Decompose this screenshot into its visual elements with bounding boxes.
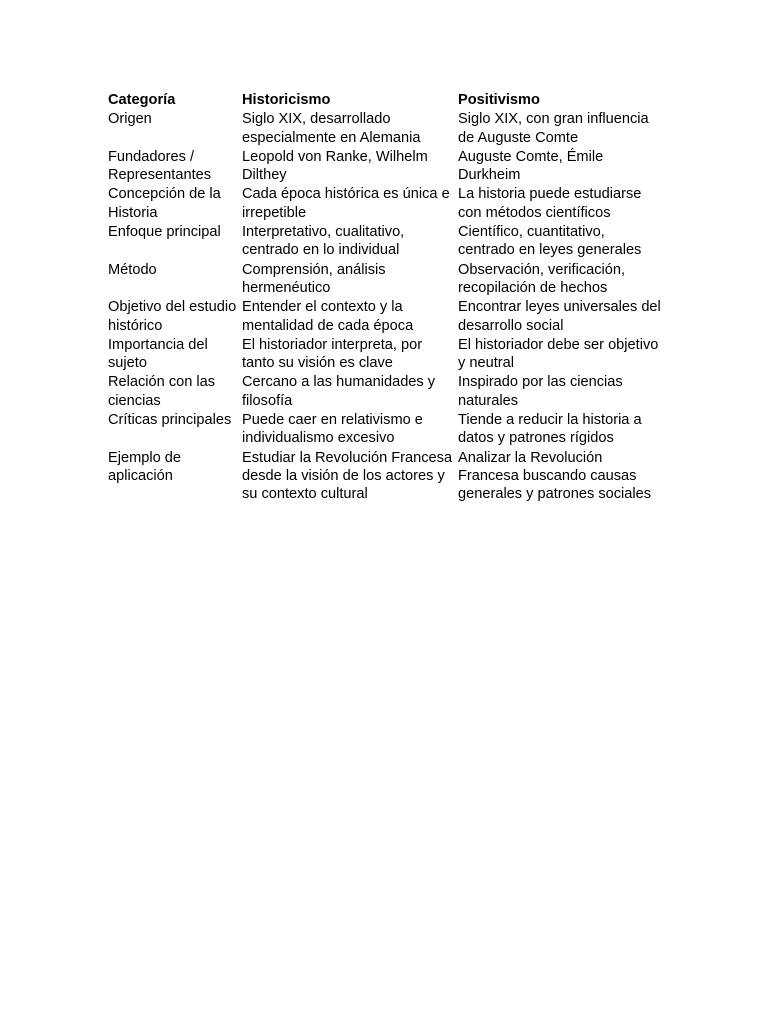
table-row bbox=[106, 223, 662, 261]
table-row bbox=[106, 298, 662, 336]
table-row bbox=[106, 185, 662, 223]
table-row bbox=[106, 373, 662, 411]
row-positivismo: Científico, cuantitativo, centrado en leyes generales bbox=[458, 224, 642, 259]
row-historicismo: El historiador interpreta, por tanto su visión es clave bbox=[242, 336, 423, 372]
row-historicismo: Comprensión, análisis hermenéutico bbox=[242, 261, 386, 296]
row-historicismo: Interpretativo, cualitativo, centrado en lo individual bbox=[242, 224, 405, 259]
row-category: Importancia del sujeto bbox=[108, 336, 208, 372]
row-positivismo: Inspirado por las ciencias naturales bbox=[458, 374, 623, 409]
row-positivismo: La historia puede estudiarse con métodos científicos bbox=[458, 186, 642, 221]
row-category: Relación con las ciencias bbox=[108, 374, 216, 409]
row-positivismo: Siglo XIX, con gran influencia de Auguste Comte bbox=[458, 111, 649, 146]
table-row bbox=[106, 449, 662, 505]
row-positivismo: Auguste Comte, Émile Durkheim bbox=[458, 148, 604, 184]
row-category: Concepción de la Historia bbox=[108, 186, 221, 221]
header-historicismo: Historicismo bbox=[242, 92, 331, 108]
comparison-table bbox=[106, 91, 662, 505]
row-positivismo: El historiador debe ser objetivo y neutral bbox=[458, 336, 659, 372]
row-category: Objetivo del estudio histórico bbox=[108, 299, 237, 334]
row-positivismo: Analizar la Revolución Francesa buscando causas generales y patrones sociales bbox=[458, 449, 652, 503]
row-category: Origen bbox=[108, 111, 152, 128]
row-historicismo: Estudiar la Revolución Francesa desde la visión de los actores y su contexto cultural bbox=[242, 449, 453, 503]
table-row bbox=[106, 336, 662, 374]
row-category: Método bbox=[108, 261, 157, 278]
row-historicismo: Leopold von Ranke, Wilhelm Dilthey bbox=[242, 148, 428, 184]
table-row bbox=[106, 110, 662, 148]
row-positivismo: Observación, verificación, recopilación de hechos bbox=[458, 261, 626, 296]
row-category: Ejemplo de aplicación bbox=[108, 449, 182, 484]
row-positivismo: Encontrar leyes universales del desarrollo social bbox=[458, 299, 661, 334]
header-positivismo: Positivismo bbox=[458, 92, 540, 108]
row-historicismo: Siglo XIX, desarrollado especialmente en Alemania bbox=[242, 111, 421, 146]
row-historicismo: Entender el contexto y la mentalidad de cada época bbox=[242, 299, 414, 334]
table-row bbox=[106, 411, 662, 449]
table-row bbox=[106, 148, 662, 186]
header-categoria: Categoría bbox=[108, 92, 176, 108]
row-category: Enfoque principal bbox=[108, 224, 221, 241]
row-positivismo: Tiende a reducir la historia a datos y patrones rígidos bbox=[458, 412, 642, 447]
table-row bbox=[106, 261, 662, 299]
row-historicismo: Puede caer en relativismo e individualismo excesivo bbox=[242, 412, 423, 447]
row-historicismo: Cercano a las humanidades y filosofía bbox=[242, 374, 436, 409]
table-header-row bbox=[106, 91, 662, 110]
row-category: Críticas principales bbox=[108, 412, 232, 429]
row-category: Fundadores / Representantes bbox=[108, 148, 212, 184]
row-historicismo: Cada época histórica es única e irrepetible bbox=[242, 186, 450, 221]
